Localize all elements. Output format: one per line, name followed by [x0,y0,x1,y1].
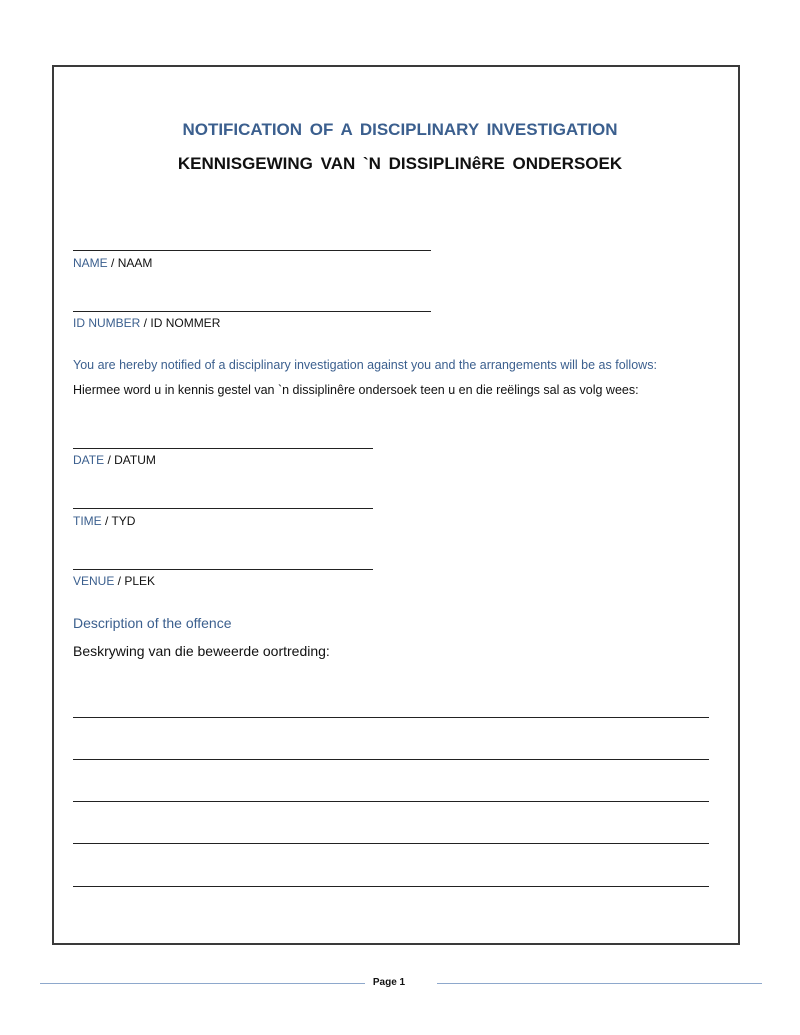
time-fill-line[interactable] [73,508,373,509]
name-label-en: NAME [73,256,108,270]
venue-fill-line[interactable] [73,569,373,570]
offence-description-line-3[interactable] [73,801,709,802]
time-label-en: TIME [73,514,102,528]
date-label-separator: / [104,453,115,467]
name-label [73,256,152,270]
footer-rule-left [40,983,365,984]
form-border [52,65,740,945]
offence-description-heading-afrikaans: Beskrywing van die beweerde oortreding: [73,643,330,659]
name-fill-line[interactable] [73,250,431,251]
form-title-english: NOTIFICATION OF A DISCIPLINARY INVESTIGATION [182,120,618,139]
date-fill-line[interactable] [73,448,373,449]
time-label-af: TYD [111,514,136,528]
id-number-label-en: ID NUMBER [73,316,141,330]
offence-description-line-4[interactable] [73,843,709,844]
notice-afrikaans: Hiermee word u in kennis gestel van `n dissiplinêre ondersoek teen u en die reëlings sal as volg wees: [73,383,639,397]
time-label-separator: / [101,514,112,528]
notice-english: You are hereby notified of a disciplinary investigation against you and the arrangements will be as follows: [73,358,657,372]
time-label [73,514,135,528]
offence-description-line-5[interactable] [73,886,709,887]
name-label-separator: / [107,256,118,270]
date-label-en: DATE [73,453,105,467]
offence-description-line-2[interactable] [73,759,709,760]
footer-rule-right [437,983,762,984]
id-number-label-separator: / [140,316,151,330]
name-label-af: NAAM [117,256,153,270]
venue-label-separator: / [114,574,125,588]
offence-description-line-1[interactable] [73,717,709,718]
id-number-label-af: ID NOMMER [150,316,221,330]
id-number-label [73,316,220,330]
date-label-af: DATUM [114,453,156,467]
venue-label [73,574,155,588]
venue-label-en: VENUE [73,574,115,588]
date-label [73,453,156,467]
form-title-afrikaans: KENNISGEWING VAN `N DISSIPLINêRE ONDERSOEK [177,154,623,173]
offence-description-heading-english: Description of the offence [73,615,232,631]
page-number: Page 1 [372,977,406,988]
id-number-fill-line[interactable] [73,311,431,312]
venue-label-af: PLEK [124,574,156,588]
